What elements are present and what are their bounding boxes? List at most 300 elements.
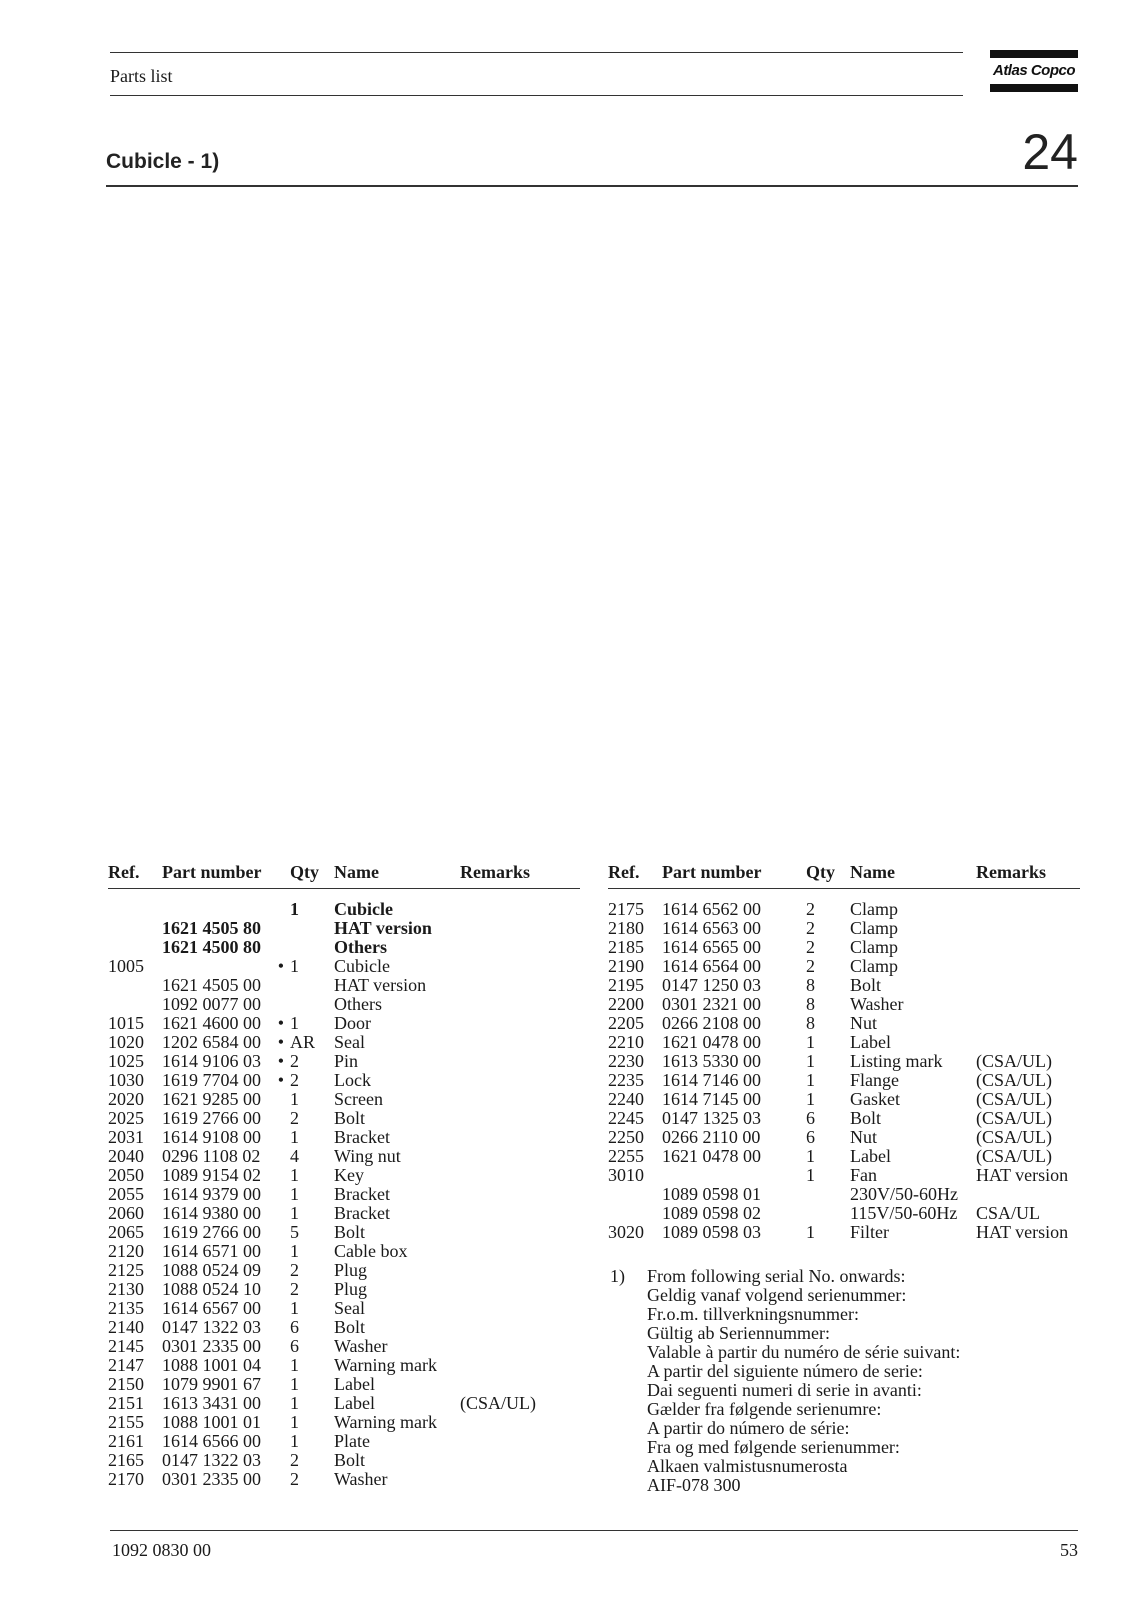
header-label: Parts list [110,66,173,86]
name-cell: Others [334,937,387,957]
qty-cell: 1 [290,1412,299,1432]
ref-cell: 1025 [108,1051,144,1071]
table-row [108,1052,580,1071]
footnote-line: Gültig ab Seriennummer: [647,1323,830,1343]
table-row [108,900,580,919]
name-cell: Nut [850,1127,877,1147]
marker-cell [270,1166,290,1185]
footer-rule [110,1530,1078,1531]
remarks-cell [460,1185,580,1204]
column-header-qty: Qty [806,862,850,889]
name-cell: Filter [850,1222,889,1242]
ref-cell: 2170 [108,1469,144,1489]
remarks-cell [460,1204,580,1223]
remarks-cell [460,1432,580,1451]
marker-cell [270,1090,290,1109]
ref-cell: 2210 [608,1032,644,1052]
table-row [108,1014,580,1033]
ref-cell: 1005 [108,956,144,976]
ref-cell: 2165 [108,1450,144,1470]
table-row [108,1299,580,1318]
part-number-cell: 1614 7145 00 [662,1089,761,1109]
marker-cell: • [277,1051,284,1071]
part-number-cell: 1613 3431 00 [162,1393,261,1413]
table-row [108,1375,580,1394]
remarks-cell [460,1090,580,1109]
qty-cell: 2 [290,1051,299,1071]
remarks-cell [976,976,1080,995]
header-top-rule [110,52,963,53]
table-row [608,938,1080,957]
name-cell: Warning mark [334,1412,438,1432]
part-number-cell: 1088 0524 09 [162,1260,261,1280]
column-header-part-number: Part number [662,862,806,889]
marker-cell [270,1337,290,1356]
part-number-cell: 1614 6563 00 [662,918,761,938]
name-cell: Plug [334,1260,368,1280]
part-number-cell: 1089 0598 02 [662,1203,761,1223]
name-cell: Cable box [334,1241,408,1261]
part-number-cell: 1089 9154 02 [162,1165,261,1185]
illustration-area [106,195,1078,845]
name-cell: Bolt [850,975,882,995]
ref-cell: 2150 [108,1374,144,1394]
remarks-cell [460,938,580,957]
part-number-cell: 1088 1001 01 [162,1412,261,1432]
name-cell: Clamp [850,918,898,938]
table-row [108,995,580,1014]
column-header-remarks: Remarks [976,862,1080,889]
ref-cell: 3020 [608,1222,644,1242]
qty-cell: 1 [290,1431,299,1451]
ref-cell: 2060 [108,1203,144,1223]
ref-cell: 2200 [608,994,644,1014]
marker-cell [270,1394,290,1413]
part-number-cell: 1614 6571 00 [162,1241,261,1261]
qty-cell: 2 [290,1279,299,1299]
table-row [108,1356,580,1375]
marker-cell [270,1261,290,1280]
part-number-cell: 0301 2335 00 [162,1336,261,1356]
table-row [108,1337,580,1356]
qty-cell: AR [290,1032,316,1052]
part-number-cell: 1621 4505 00 [162,975,261,995]
ref-cell: 2245 [608,1108,644,1128]
marker-cell [270,1185,290,1204]
part-number-cell: 1621 4505 80 [162,918,261,938]
table-row [608,995,1080,1014]
ref-cell [608,1204,662,1223]
remarks-cell [460,976,580,995]
table-header-row [608,862,1080,889]
ref-cell: 2125 [108,1260,144,1280]
qty-cell [290,976,334,995]
ref-cell [108,938,162,957]
remarks-cell [460,919,580,938]
qty-cell: 6 [806,1127,815,1147]
ref-cell: 2147 [108,1355,144,1375]
table-row [608,1166,1080,1185]
table-row [108,1394,580,1413]
table-row [608,1090,1080,1109]
qty-cell: 1 [290,1089,299,1109]
table-row [108,1451,580,1470]
table-row [108,1261,580,1280]
footnote-line: Geldig vanaf volgend serienummer: [647,1285,907,1305]
footnote-line: Fra og med følgende serienummer: [647,1437,900,1457]
name-cell: Bolt [334,1222,366,1242]
name-cell: Label [850,1032,891,1052]
ref-cell: 1020 [108,1032,144,1052]
qty-cell: 2 [290,1450,299,1470]
table-row [608,1185,1080,1204]
marker-cell [270,1128,290,1147]
part-number-cell: 0266 2110 00 [662,1127,761,1147]
name-cell: Bolt [334,1450,366,1470]
marker-cell: • [277,1013,284,1033]
ref-cell: 2020 [108,1089,144,1109]
part-number-cell: 1614 9108 00 [162,1127,261,1147]
section-title: Cubicle - 1) [106,150,220,173]
name-cell: Screen [334,1089,383,1109]
name-cell: 115V/50-60Hz [850,1203,958,1223]
part-number-cell: 1089 0598 01 [662,1184,761,1204]
part-number-cell: 1614 9106 03 [162,1051,261,1071]
name-cell: Washer [334,1336,388,1356]
name-cell: Bracket [334,1127,390,1147]
ref-cell: 2140 [108,1317,144,1337]
qty-cell: 2 [290,1108,299,1128]
ref-cell: 2180 [608,918,644,938]
name-cell: Bracket [334,1184,390,1204]
remarks-cell [460,1451,580,1470]
marker-cell: • [277,1032,284,1052]
spacer-cell [108,889,162,901]
remarks-cell: (CSA/UL) [976,1146,1052,1166]
qty-cell [290,995,334,1014]
table-row [108,1147,580,1166]
qty-cell: 1 [806,1222,815,1242]
part-number-cell: 0147 1322 03 [162,1450,261,1470]
remarks-cell: CSA/UL [976,1203,1041,1223]
name-cell: Label [334,1393,375,1413]
spacer-cell [270,889,290,901]
qty-cell: 8 [806,1013,815,1033]
part-number-cell [662,1166,806,1185]
ref-cell: 3010 [608,1165,644,1185]
ref-cell: 2195 [608,975,644,995]
part-number-cell: 0147 1325 03 [662,1108,761,1128]
table-row [108,1090,580,1109]
ref-cell: 2120 [108,1241,144,1261]
name-cell: Listing mark [850,1051,943,1071]
qty-cell: 2 [290,1469,299,1489]
qty-cell: 1 [290,1203,299,1223]
name-cell: HAT version [334,975,427,995]
ref-cell: 2255 [608,1146,644,1166]
ref-cell: 2161 [108,1431,144,1451]
marker-cell [270,900,290,919]
column-header-part-number: Part number [162,862,270,889]
remarks-cell [460,1356,580,1375]
remarks-cell [460,957,580,976]
footnote-line: Fr.o.m. tillverkningsnummer: [647,1304,859,1324]
qty-cell: 1 [290,1298,299,1318]
part-number-cell: 0301 2335 00 [162,1469,261,1489]
remarks-cell [976,1185,1080,1204]
ref-cell: 2135 [108,1298,144,1318]
remarks-cell [460,1242,580,1261]
name-cell: Bolt [850,1108,882,1128]
qty-cell: 1 [806,1070,815,1090]
remarks-cell [460,1261,580,1280]
remarks-cell [460,1375,580,1394]
qty-cell: 2 [290,1260,299,1280]
ref-cell: 2151 [108,1393,144,1413]
part-number-cell: 1202 6584 00 [162,1032,261,1052]
footnote-mark: 1) [610,1266,625,1286]
table-row [108,1223,580,1242]
qty-cell: 1 [290,1355,299,1375]
table-row [108,1280,580,1299]
ref-cell [108,976,162,995]
part-number-cell: 0147 1250 03 [662,975,761,995]
table-row [608,1147,1080,1166]
name-cell: Washer [850,994,904,1014]
part-number-cell: 0147 1322 03 [162,1317,261,1337]
part-number-cell: 1621 0478 00 [662,1032,761,1052]
part-number-cell: 1092 0077 00 [162,994,261,1014]
table-row [108,1413,580,1432]
footnote-line: Alkaen valmistusnumerosta [647,1456,848,1476]
qty-cell: 1 [290,1165,299,1185]
part-number-cell [162,900,270,919]
logo-text: Atlas Copco [992,62,1075,79]
footnote-lines [647,1267,960,1495]
table-row [608,1223,1080,1242]
part-number-cell: 1619 2766 00 [162,1222,261,1242]
table-row [108,1128,580,1147]
column-header-name: Name [850,862,976,889]
qty-cell: 8 [806,994,815,1014]
logo-bottom-bar [990,84,1078,92]
qty-cell: 1 [290,1127,299,1147]
spacer-cell [976,889,1080,901]
ref-cell: 2230 [608,1051,644,1071]
name-cell: Door [334,1013,371,1033]
name-cell: Clamp [850,899,898,919]
ref-cell: 2155 [108,1412,144,1432]
logo-top-bar [990,50,1078,58]
part-number-cell: 1621 4600 00 [162,1013,261,1033]
part-number-cell: 1621 9285 00 [162,1089,261,1109]
part-number-cell: 1614 9379 00 [162,1184,261,1204]
spacer-cell [460,889,580,901]
remarks-cell: HAT version [976,1165,1069,1185]
marker-cell [270,1413,290,1432]
ref-cell [608,1185,662,1204]
marker-cell [270,1318,290,1337]
name-cell: Label [334,1374,375,1394]
qty-cell: 5 [290,1222,299,1242]
remarks-cell [460,1147,580,1166]
marker-cell [270,919,290,938]
table-row [108,1204,580,1223]
qty-cell [290,938,334,957]
name-cell: Fan [850,1165,877,1185]
spacer-cell [162,889,270,901]
remarks-cell [460,1413,580,1432]
remarks-cell: (CSA/UL) [976,1108,1052,1128]
table-row [108,1242,580,1261]
qty-cell: 1 [806,1146,815,1166]
name-cell: Seal [334,1032,365,1052]
qty-cell: 1 [806,1051,815,1071]
part-number-cell: 1619 2766 00 [162,1108,261,1128]
name-cell: Bolt [334,1108,366,1128]
part-number-cell: 1614 6565 00 [662,937,761,957]
remarks-cell: (CSA/UL) [976,1070,1052,1090]
ref-cell: 2031 [108,1127,144,1147]
name-cell: Clamp [850,937,898,957]
marker-cell [270,1470,290,1489]
table-row [608,957,1080,976]
table-row [608,1204,1080,1223]
qty-cell: 1 [806,1165,815,1185]
marker-cell [270,1375,290,1394]
part-number-cell: 0301 2321 00 [662,994,761,1014]
footnote-line: A partir do número de série: [647,1418,850,1438]
name-cell: HAT version [334,918,432,938]
remarks-cell [460,1470,580,1489]
part-number-cell: 1613 5330 00 [662,1051,761,1071]
table-row [108,938,580,957]
remarks-cell [460,1109,580,1128]
qty-cell: 8 [806,975,815,995]
ref-cell [108,995,162,1014]
table-row [608,1128,1080,1147]
name-cell: Bolt [334,1317,366,1337]
table-row [108,919,580,938]
part-number-cell: 1614 6566 00 [162,1431,261,1451]
name-cell: Pin [334,1051,359,1071]
part-number-cell: 1621 0478 00 [662,1146,761,1166]
name-cell: Cubicle [334,956,390,976]
part-number-cell: 0266 2108 00 [662,1013,761,1033]
column-header-ref: Ref. [608,862,662,889]
part-number-cell: 1614 7146 00 [662,1070,761,1090]
remarks-cell [460,1071,580,1090]
footnote-line: A partir del siguiente número de serie: [647,1361,923,1381]
ref-cell: 2040 [108,1146,144,1166]
name-cell: Plug [334,1279,368,1299]
part-number-cell: 1614 6564 00 [662,956,761,976]
marker-cell [270,1432,290,1451]
table-row [608,1071,1080,1090]
column-header-ref: Ref. [108,862,162,889]
qty-cell: 2 [806,937,815,957]
footnote-line: From following serial No. onwards: [647,1266,906,1286]
table-row [608,1014,1080,1033]
qty-cell: 1 [290,956,299,976]
remarks-cell: (CSA/UL) [976,1089,1052,1109]
table-row [608,900,1080,919]
ref-cell: 2235 [608,1070,644,1090]
table-row [108,1071,580,1090]
marker-cell [270,1109,290,1128]
ref-cell: 2055 [108,1184,144,1204]
marker-cell [270,1147,290,1166]
qty-cell [290,919,334,938]
ref-cell: 2145 [108,1336,144,1356]
remarks-cell [460,995,580,1014]
table-row [608,1109,1080,1128]
qty-cell: 2 [806,918,815,938]
qty-cell: 4 [290,1146,299,1166]
part-number-cell: 1089 0598 03 [662,1222,761,1242]
name-cell: Others [334,994,382,1014]
qty-cell: 1 [290,1374,299,1394]
marker-cell [270,1204,290,1223]
remarks-cell: (CSA/UL) [976,1127,1052,1147]
name-cell: Cubicle [334,899,394,919]
table-row [108,1033,580,1052]
qty-cell: 1 [290,899,299,919]
qty-cell: 1 [290,1241,299,1261]
qty-cell [806,1185,850,1204]
remarks-cell [460,1337,580,1356]
name-cell: Flange [850,1070,899,1090]
name-cell: Gasket [850,1089,900,1109]
qty-cell: 2 [290,1070,299,1090]
name-cell: Nut [850,1013,877,1033]
ref-cell: 2240 [608,1089,644,1109]
part-number-cell: 1619 7704 00 [162,1070,261,1090]
marker-cell [270,976,290,995]
qty-cell: 2 [806,956,815,976]
remarks-cell [460,1033,580,1052]
marker-cell [270,938,290,957]
remarks-cell [460,1318,580,1337]
document-number: 1092 0830 00 [112,1540,211,1560]
table-row [108,1185,580,1204]
part-number-cell: 1621 4500 80 [162,937,261,957]
marker-cell [270,1242,290,1261]
ref-cell: 2065 [108,1222,144,1242]
ref-cell: 1015 [108,1013,144,1033]
page-number: 53 [1060,1540,1078,1560]
remarks-cell [976,900,1080,919]
remarks-cell [460,1014,580,1033]
section-rule [106,185,1078,187]
name-cell: Plate [334,1431,370,1451]
ref-cell: 2250 [608,1127,644,1147]
remarks-cell [460,1299,580,1318]
remarks-cell: HAT version [976,1222,1069,1242]
marker-cell: • [277,1070,284,1090]
qty-cell: 6 [290,1336,299,1356]
ref-cell [108,919,162,938]
table-row [108,1432,580,1451]
name-cell: 230V/50-60Hz [850,1184,958,1204]
atlas-copco-logo [990,50,1078,94]
table-header-row [108,862,580,889]
name-cell: Seal [334,1298,365,1318]
ref-cell [108,900,162,919]
table-row [608,919,1080,938]
footnote-line: AIF-078 300 [647,1475,741,1495]
remarks-cell [976,957,1080,976]
